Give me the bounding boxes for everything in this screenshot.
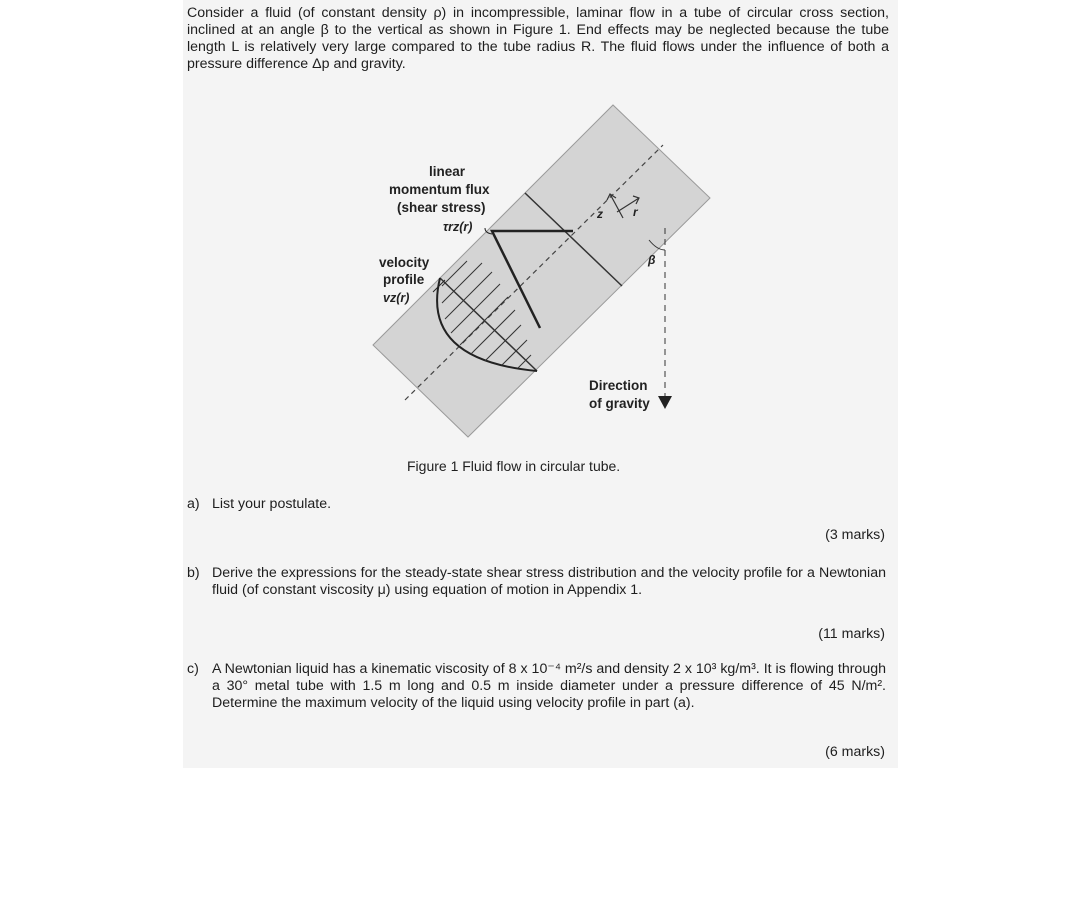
z-axis-label: z (597, 207, 603, 221)
question-a-label: a) (187, 496, 200, 512)
momentum-label-3: (shear stress) (397, 200, 486, 215)
velocity-label-2: profile (383, 272, 425, 287)
tau-label: τrz(r) (443, 220, 473, 234)
momentum-label-2: momentum flux (389, 182, 490, 197)
vz-label: vz(r) (383, 291, 410, 305)
question-b-label: b) (187, 565, 200, 581)
r-axis-label: r (633, 205, 638, 219)
question-a-text: List your postulate. (212, 496, 332, 512)
gravity-label-1: Direction (589, 378, 648, 393)
figure-caption: Figure 1 Fluid flow in circular tube. (407, 458, 621, 474)
question-c-text: A Newtonian liquid has a kinematic viscosity of 8 x 10⁻⁴ m²/s and density 2 x 10³ kg/m³. It is flowing through a 30° metal tube with 1.5 m long and 0.5 m inside diameter under a pressure difference of 45 N/m². Determine the maximum velocity of the liquid using velocity profile in part (a). (212, 661, 886, 711)
question-a-marks: (3 marks) (825, 527, 885, 543)
gravity-label-2: of gravity (589, 396, 650, 411)
velocity-label-1: velocity (379, 255, 430, 270)
tube-wall (373, 105, 710, 437)
question-b-text: Derive the expressions for the steady-state shear stress distribution and the velocity profile for a Newtonian fluid (of constant viscosity μ) using equation of motion in Appendix 1. (212, 565, 886, 598)
figure-1 (365, 100, 725, 445)
beta-label: β (648, 253, 656, 267)
problem-statement: Consider a fluid (of constant density ρ) in incompressible, laminar flow in a tube of circular cross section, inclined at an angle β to the vertical as shown in Figure 1. End effects may be neglected because the tube length L is relatively very large compared to the tube radius R. The fluid flows under the influence of both a pressure difference Δp and gravity. (187, 5, 889, 72)
gravity-arrow-icon (658, 396, 672, 409)
momentum-label-1: linear (429, 164, 466, 179)
question-c-label: c) (187, 661, 199, 677)
question-c-marks: (6 marks) (825, 744, 885, 760)
tube-diagram (365, 100, 725, 445)
question-b-marks: (11 marks) (818, 626, 885, 642)
